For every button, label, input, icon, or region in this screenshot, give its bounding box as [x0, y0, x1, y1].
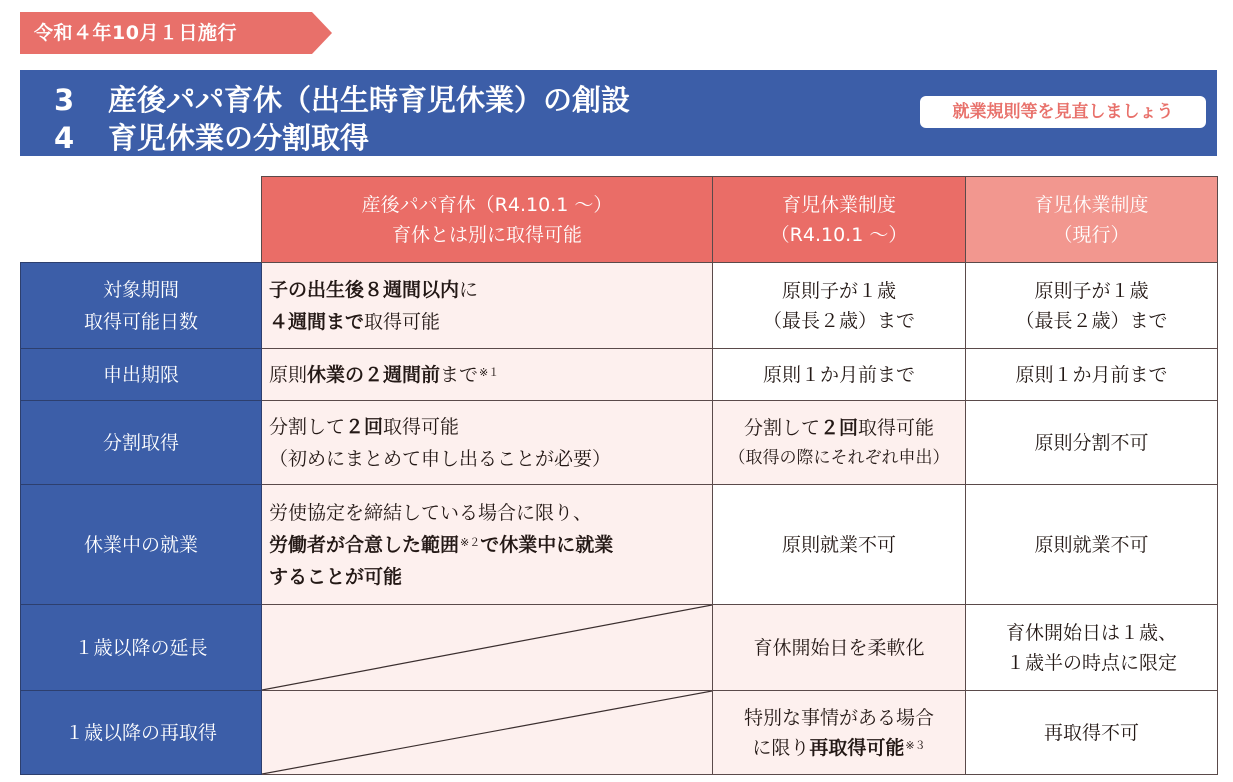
title-text-1: 産後パパ育休（出生時育児休業）の創設: [108, 83, 631, 117]
row-head-extension: １歳以降の延長: [21, 605, 262, 691]
cell-papa-retake-not-applicable: [262, 691, 713, 775]
effective-date-badge: [20, 12, 332, 54]
bold-text: ２回: [345, 415, 384, 438]
cell-current-split: 原則分割不可: [966, 401, 1218, 485]
row-head-line2: 取得可能日数: [83, 310, 198, 333]
header-postnatal-papa-leave: [262, 177, 713, 263]
cell-new-extension: 育休開始日を柔軟化: [713, 605, 966, 691]
bold-text: 子の出生後８週間以内: [269, 278, 460, 301]
footnote-mark: ※１: [479, 365, 500, 379]
plain-text: 分割して: [743, 416, 820, 439]
table-row-deadline: [21, 349, 1218, 401]
bold-text: 再取得可能: [809, 736, 905, 759]
cell-line: 労使協定を締結している場合に限り、: [269, 501, 593, 524]
table-row-work-during-leave: [21, 485, 1218, 605]
plain-text: に限り: [752, 736, 810, 759]
plain-text: まで: [440, 363, 479, 386]
header-col1-line1: 産後パパ育休（R4.10.1 〜）: [361, 193, 613, 216]
cell-papa-deadline: [262, 349, 713, 401]
header-col3-line2: （現行）: [1053, 223, 1130, 246]
cell-papa-split: [262, 401, 713, 485]
plain-text: 原則: [269, 363, 308, 386]
title-bar: [20, 70, 1217, 156]
cell-papa-target: [262, 263, 713, 349]
header-current-childcare-leave: [966, 177, 1218, 263]
bold-text: 休業の２週間前: [307, 363, 441, 386]
footnote-mark: ※３: [905, 738, 926, 752]
table-row-target-period: [21, 263, 1218, 349]
corner-cell: [21, 177, 262, 263]
cell-current-retake: 再取得不可: [966, 691, 1218, 775]
header-col1-line2: 育休とは別に取得可能: [391, 223, 582, 246]
cell-new-target: [713, 263, 966, 349]
title-line-2: [54, 116, 369, 157]
title-line-1: [54, 78, 630, 119]
table-row-retake: [21, 691, 1218, 775]
cell-new-retake: [713, 691, 966, 775]
header-col2-line2: （R4.10.1 〜）: [770, 223, 908, 246]
cell-line: （初めにまとめて申し出ることが必要）: [269, 447, 612, 470]
cell-line: 育休開始日は１歳、: [1005, 621, 1177, 644]
cell-line: １歳半の時点に限定: [1005, 651, 1177, 674]
row-head-target-period: [21, 263, 262, 349]
cell-line: 特別な事情がある場合: [743, 706, 934, 729]
title-number-1: 3: [54, 83, 75, 117]
diagonal-slash: [262, 605, 712, 690]
cell-line: （最長２歳）まで: [762, 309, 915, 332]
header-col2-line1: 育児休業制度: [781, 193, 896, 216]
cell-current-deadline: 原則１か月前まで: [966, 349, 1218, 401]
header-row: [21, 177, 1218, 263]
cell-current-work: 原則就業不可: [966, 485, 1218, 605]
footnote-mark: ※２: [460, 535, 481, 549]
cell-line: （取得の際にそれぞれ申出）: [728, 447, 950, 468]
cell-papa-work: [262, 485, 713, 605]
diagonal-slash: [262, 691, 712, 774]
header-new-childcare-leave: [713, 177, 966, 263]
row-head-work: 休業中の就業: [21, 485, 262, 605]
row-head-line1: 対象期間: [102, 278, 179, 301]
plain-text: 取得可能: [364, 310, 441, 333]
cell-new-work: 原則就業不可: [713, 485, 966, 605]
cell-line: （最長２歳）まで: [1015, 309, 1168, 332]
cell-current-target: [966, 263, 1218, 349]
table-row-split: [21, 401, 1218, 485]
comparison-table: [20, 176, 1218, 775]
bold-text: ４週間まで: [269, 310, 365, 333]
effective-date-text: 令和４年10月１日施行: [34, 22, 237, 44]
bold-text: 労働者が合意した範囲: [269, 533, 460, 556]
plain-text: 取得可能: [858, 416, 935, 439]
bold-text: ２回: [819, 416, 858, 439]
row-head-split: 分割取得: [21, 401, 262, 485]
cell-current-extension: [966, 605, 1218, 691]
cell-new-deadline: 原則１か月前まで: [713, 349, 966, 401]
cell-line: 原則子が１歳: [1034, 279, 1149, 302]
title-text-2: 育児休業の分割取得: [108, 121, 370, 155]
row-head-deadline: 申出期限: [21, 349, 262, 401]
plain-text: に: [459, 278, 479, 301]
plain-text: 取得可能: [383, 415, 460, 438]
bold-text: で休業中に就業: [480, 533, 614, 556]
header-col3-line1: 育児休業制度: [1034, 193, 1149, 216]
plain-text: 分割して: [269, 415, 346, 438]
row-head-retake: １歳以降の再取得: [21, 691, 262, 775]
table-row-extension: [21, 605, 1218, 691]
cell-line: 原則子が１歳: [781, 279, 896, 302]
cell-new-split: [713, 401, 966, 485]
cell-papa-extension-not-applicable: [262, 605, 713, 691]
review-rules-badge: 就業規則等を見直しましょう: [920, 96, 1206, 128]
bold-text: することが可能: [269, 565, 403, 588]
title-number-2: 4: [54, 121, 75, 155]
